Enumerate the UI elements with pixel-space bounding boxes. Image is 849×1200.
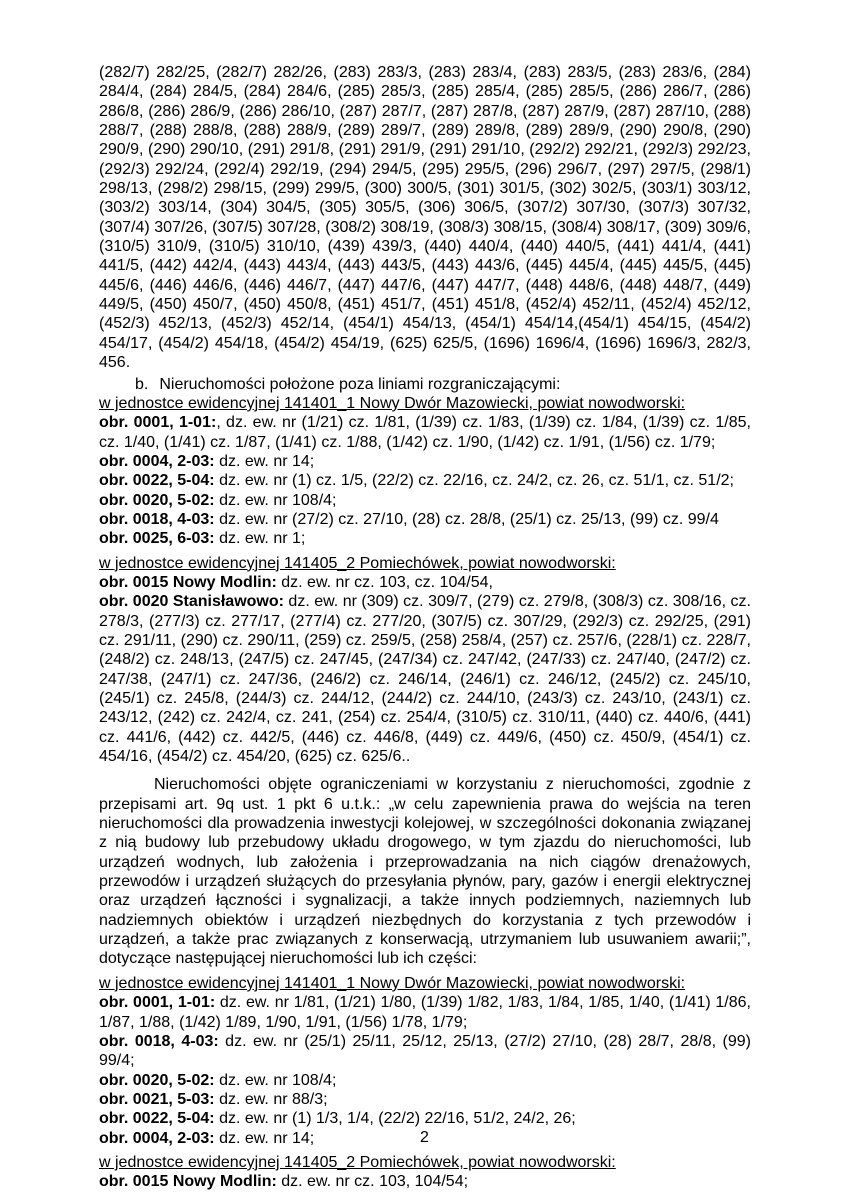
entry-outside-obr-0001-1-01 xyxy=(99,413,751,452)
entry-outside-obr-0015-nowy-modlin xyxy=(99,573,751,592)
entry-outside-obr-0022-5-04 xyxy=(99,471,751,490)
entry-restricted-obr-0018-4-03 xyxy=(99,1032,751,1071)
entry-text: dz. ew. nr cz. 103, 104/54; xyxy=(276,1173,469,1191)
entry-restricted-obr-0022-5-04 xyxy=(99,1109,751,1128)
entry-text: dz. ew. nr (309) cz. 309/7, (279) cz. 279/8, (308/3) cz. 308/16, cz. 278/3, (277/3) cz. 277/17, (277/4) cz. 277/20, (307/5) cz. 307/29, (292/3) cz. 292/25, (291) cz. 291/11, (290) cz. 290/11, (259) cz. 259/5, (258) 258/4, (257) cz. 257/6, (228/1) cz. 228/7, (248/2) cz. 248/13, (247/5) cz. 247/45, (247/34) cz. 247/42, (247/33) cz. 247/40, (247/2) cz. 247/38, (247/1) cz. 247/36, (246/2) cz. 246/14, (246/1) cz. 246/12, (245/2) cz. 245/10, (245/1) cz. 245/8, (244/3) cz. 244/12, (244/2) cz. 244/10, (243/3) cz. 243/10, (243/1) cz. 243/12, (242) cz. 242/4, cz. 241, (254) cz. 254/4, (310/5) cz. 310/11, (440) cz. 440/6, (441) cz. 441/6, (442) cz. 442/5, (446) cz. 446/8, (449) cz. 449/6, (450) cz. 450/9, (454/1) cz. 454/16, (454/2) cz. 454/20, (625) cz. 625/6.. xyxy=(99,593,751,766)
entry-text: dz. ew. nr 1; xyxy=(214,530,306,548)
entry-text: dz. ew. nr 108/4; xyxy=(214,1071,337,1089)
entry-restricted-obr-0020-5-02 xyxy=(99,1071,751,1090)
entry-outside-obr-0020-stanislawowo xyxy=(99,592,751,766)
entry-restricted-obr-0021-5-03 xyxy=(99,1090,751,1109)
entry-label: obr. 0001, 1-01: xyxy=(99,414,217,432)
entry-label: obr. 0015 Nowy Modlin: xyxy=(99,573,277,591)
entry-outside-obr-0025-6-03 xyxy=(99,529,751,548)
entry-label: obr. 0022, 5-04: xyxy=(99,472,215,490)
unit-heading-restricted-ndm: w jednostce ewidencyjnej 141401_1 Nowy Dwór Mazowiecki, powiat nowodworski: xyxy=(99,974,686,992)
page-number: 2 xyxy=(420,1129,429,1146)
entry-text: dz. ew. nr (27/2) cz. 27/10, (28) cz. 28/8, (25/1) cz. 25/13, (99) cz. 99/4 xyxy=(214,510,719,528)
entry-text: dz. ew. nr (1) 1/3, 1/4, (22/2) 22/16, 51/2, 24/2, 26; xyxy=(214,1110,576,1128)
list-item-b xyxy=(99,375,751,394)
entry-label: obr. 0004, 2-03: xyxy=(99,1129,215,1147)
entry-text: dz. ew. nr 1/81, (1/21) 1/80, (1/39) 1/82, 1/83, 1/84, 1/85, 1/40, (1/41) 1/86, 1/87, 1/88, (1/42) 1/89, 1/90, 1/91, (1/56) 1/78, 1/79; xyxy=(99,994,751,1031)
entry-label: obr. 0018, 4-03: xyxy=(99,1032,219,1050)
entry-outside-obr-0020-5-02 xyxy=(99,491,751,510)
unit-heading-outside-ndm: w jednostce ewidencyjnej 141401_1 Nowy Dwór Mazowiecki, powiat nowodworski: xyxy=(99,394,686,412)
entry-text: , dz. ew. nr (1/21) cz. 1/81, (1/39) cz. 1/83, (1/39) cz. 1/84, (1/39) cz. 1/85, cz. 1/40, (1/41) cz. 1/87, (1/41) cz. 1/88, (1/42) cz. 1/90, (1/42) cz. 1/91, (1/56) cz. 1/79; xyxy=(99,414,751,451)
entry-label: obr. 0022, 5-04: xyxy=(99,1110,215,1128)
entry-label: obr. 0004, 2-03: xyxy=(99,452,215,470)
entry-outside-obr-0004-2-03 xyxy=(99,452,751,471)
entry-label: obr. 0020, 5-02: xyxy=(99,491,215,509)
entry-text: dz. ew. nr 14; xyxy=(214,452,315,470)
entry-label: obr. 0015 Nowy Modlin: xyxy=(99,1173,277,1191)
restrictions-paragraph: Nieruchomości objęte ograniczeniami w korzystaniu z nieruchomości, zgodnie z przepisami art. 9q ust. 1 pkt 6 u.t.k.: „w celu zapewnienia prawa do wejścia na teren nieruchomości dla prowadzenia inwestycji kolejowej, w szczególności dokonania związanej z nią budowy lub przebudowy układu drogowego, w tym zjazdu do nieruchomości, lub urządzeń wodnych, lub założenia i przeprowadzania na nich ciągów drenażowych, przewodów i urządzeń służących do przesyłania płynów, pary, gazów i energii elektrycznej oraz urządzeń łączności i sygnalizacji, a także innych podziemnych, naziemnych lub nadziemnych obiektów i urządzeń niezbędnych do korzystania z tych przewodów i urządzeń, a także prac związanych z konserwacją, utrzymaniem lub usuwaniem awarii;”, dotyczące następującej nieruchomości lub ich części: xyxy=(99,776,751,968)
unit-heading-outside-pomiechowek: w jednostce ewidencyjnej 141405_2 Pomiechówek, powiat nowodworski: xyxy=(99,554,616,572)
entry-restricted-obr-0001-1-01 xyxy=(99,993,751,1032)
entry-text: dz. ew. nr 14; xyxy=(214,1129,315,1147)
unit-heading-restricted-pomiechowek: w jednostce ewidencyjnej 141405_2 Pomiechówek, powiat nowodworski: xyxy=(99,1153,616,1171)
entry-text: dz. ew. nr (25/1) 25/11, 25/12, 25/13, (27/2) 27/10, (28) 28/7, 28/8, (99) 99/4; xyxy=(99,1032,752,1070)
list-item-b-marker: b. xyxy=(135,375,149,393)
entry-text: dz. ew. nr 108/4; xyxy=(214,491,337,509)
entry-restricted-obr-0015-nowy-modlin xyxy=(99,1172,751,1191)
entry-outside-obr-0018-4-03 xyxy=(99,510,751,529)
text-column xyxy=(99,63,751,1192)
parcel-list-continuation: (282/7) 282/25, (282/7) 282/26, (283) 283/3, (283) 283/4, (283) 283/5, (283) 283/6, (284) 284/4, (284) 284/5, (284) 284/6, (285) 285/3, (285) 285/4, (285) 285/5, (286) 286/7, (286) 286/8, (286) 286/9, (286) 286/10, (287) 287/7, (287) 287/8, (287) 287/9, (287) 287/10, (288) 288/7, (288) 288/8, (288) 288/9, (289) 289/7, (289) 289/8, (289) 289/9, (290) 290/8, (290) 290/9, (290) 290/10, (291) 291/8, (291) 291/9, (291) 291/10, (292/2) 292/21, (292/3) 292/23, (292/3) 292/24, (292/4) 292/19, (294) 294/5, (295) 295/5, (296) 296/7, (297) 297/5, (298/1) 298/13, (298/2) 298/15, (299) 299/5, (300) 300/5, (301) 301/5, (302) 302/5, (303/1) 303/12, (303/2) 303/14, (304) 304/5, (305) 305/5, (306) 306/5, (307/2) 307/30, (307/3) 307/32, (307/4) 307/26, (307/5) 307/28, (308/2) 308/19, (308/3) 308/15, (308/4) 308/17, (309) 309/6, (310/5) 310/9, (310/5) 310/10, (439) 439/3, (440) 440/4, (440) 440/5, (441) 441/4, (441) 441/5, (442) 442/4, (443) 443/4, (443) 443/5, (443) 443/6, (445) 445/4, (445) 445/5, (445) 445/6, (446) 446/6, (446) 446/7, (447) 447/6, (447) 447/7, (448) 448/6, (448) 448/7, (449) 449/5, (450) 450/7, (450) 450/8, (451) 451/7, (451) 451/8, (452/4) 452/11, (452/4) 452/12, (452/3) 452/13, (452/3) 452/14, (454/1) 454/13, (454/1) 454/14,(454/1) 454/15, (454/2) 454/17, (454/2) 454/18, (454/2) 454/19, (625) 625/5, (1696) 1696/4, (1696) 1696/3, 282/3, 456. xyxy=(99,64,751,372)
entry-label: obr. 0001, 1-01: xyxy=(99,994,216,1012)
list-item-b-text: Nieruchomości położone poza liniami rozgraniczającymi: xyxy=(159,375,561,393)
entry-text: dz. ew. nr 88/3; xyxy=(214,1090,328,1108)
entry-label: obr. 0021, 5-03: xyxy=(99,1090,215,1108)
entry-label: obr. 0020 Stanisławowo: xyxy=(99,593,284,611)
entry-label: obr. 0018, 4-03: xyxy=(99,510,215,528)
entry-text: dz. ew. nr (1) cz. 1/5, (22/2) cz. 22/16, cz. 24/2, cz. 26, cz. 51/1, cz. 51/2; xyxy=(214,472,734,490)
entry-label: obr. 0020, 5-02: xyxy=(99,1071,215,1089)
entry-text: dz. ew. nr cz. 103, cz. 104/54, xyxy=(276,573,493,591)
entry-label: obr. 0025, 6-03: xyxy=(99,530,215,548)
